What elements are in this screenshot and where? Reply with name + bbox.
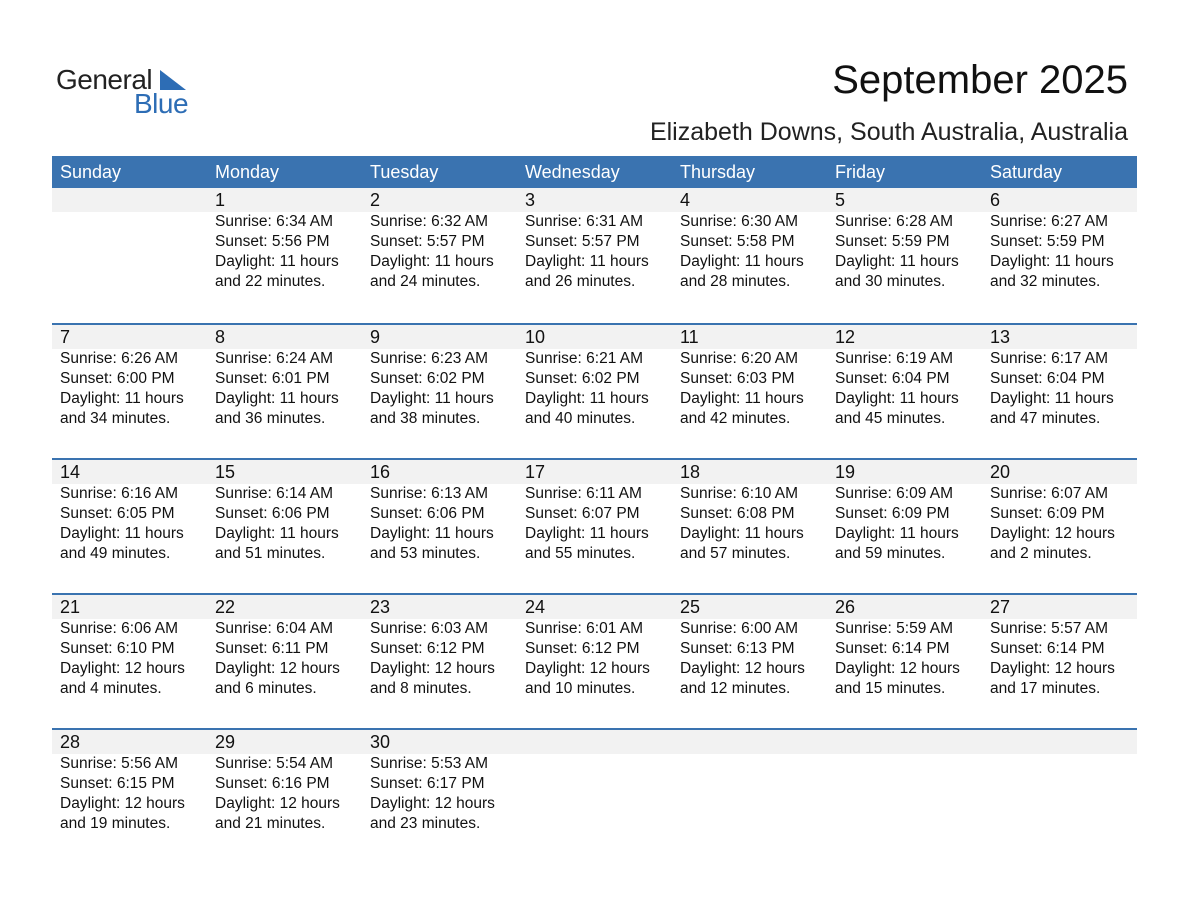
sunrise-text: Sunrise: 5:56 AM — [60, 755, 179, 772]
day-cell — [827, 460, 982, 593]
sunrise-text: Sunrise: 6:19 AM — [835, 350, 954, 367]
day-cell — [982, 188, 1137, 323]
daylight-text: Daylight: 11 hours — [215, 525, 339, 542]
sunset-text: Sunset: 6:17 PM — [370, 775, 485, 792]
day-number: 24 — [525, 597, 546, 617]
sunset-text: Sunset: 6:06 PM — [370, 505, 485, 522]
day-number: 30 — [370, 732, 391, 752]
empty-day-cell — [672, 730, 827, 863]
logo-text-general: General — [56, 64, 153, 95]
week-row — [52, 728, 1137, 863]
sunrise-text: Sunrise: 6:21 AM — [525, 350, 644, 367]
daylight-minutes-text: and 40 minutes. — [525, 410, 636, 427]
day-cell — [362, 595, 517, 728]
day-number: 1 — [215, 190, 226, 210]
day-cell — [517, 595, 672, 728]
daylight-text: Daylight: 11 hours — [525, 253, 649, 270]
daylight-minutes-text: and 8 minutes. — [370, 680, 472, 697]
daylight-minutes-text: and 15 minutes. — [835, 680, 946, 697]
daylight-minutes-text: and 17 minutes. — [990, 680, 1101, 697]
daylight-minutes-text: and 21 minutes. — [215, 815, 326, 832]
sunrise-text: Sunrise: 6:00 AM — [680, 620, 799, 637]
daylight-text: Daylight: 11 hours — [215, 253, 339, 270]
sunset-text: Sunset: 6:14 PM — [835, 640, 950, 657]
week-row — [52, 323, 1137, 458]
day-cell — [517, 325, 672, 458]
week-row — [52, 458, 1137, 593]
sunrise-text: Sunrise: 5:54 AM — [215, 755, 334, 772]
day-cell — [982, 460, 1137, 593]
sunset-text: Sunset: 6:09 PM — [990, 505, 1105, 522]
daylight-minutes-text: and 24 minutes. — [370, 273, 481, 290]
day-number: 17 — [525, 462, 546, 482]
sunrise-text: Sunrise: 5:53 AM — [370, 755, 489, 772]
day-cell — [52, 460, 207, 593]
daylight-text: Daylight: 12 hours — [215, 795, 340, 812]
weekday-saturday: Saturday — [990, 162, 1063, 182]
day-number: 7 — [60, 327, 71, 347]
sunrise-text: Sunrise: 6:17 AM — [990, 350, 1109, 367]
day-number: 13 — [990, 327, 1011, 347]
daylight-text: Daylight: 11 hours — [835, 253, 959, 270]
weekday-header — [52, 156, 1137, 188]
page-title: September 2025 — [832, 58, 1128, 102]
sunrise-text: Sunrise: 6:31 AM — [525, 213, 644, 230]
daylight-minutes-text: and 57 minutes. — [680, 545, 791, 562]
day-number: 26 — [835, 597, 856, 617]
sunset-text: Sunset: 6:11 PM — [215, 640, 329, 657]
day-cell — [672, 325, 827, 458]
daylight-text: Daylight: 12 hours — [990, 660, 1115, 677]
sunset-text: Sunset: 6:16 PM — [215, 775, 330, 792]
sunrise-text: Sunrise: 6:06 AM — [60, 620, 179, 637]
day-number: 9 — [370, 327, 381, 347]
sunrise-text: Sunrise: 6:11 AM — [525, 485, 642, 502]
sunset-text: Sunset: 6:15 PM — [60, 775, 175, 792]
daylight-text: Daylight: 11 hours — [60, 525, 184, 542]
day-cell — [207, 730, 362, 863]
daylight-minutes-text: and 47 minutes. — [990, 410, 1101, 427]
weekday-thursday: Thursday — [680, 162, 756, 182]
day-number: 23 — [370, 597, 391, 617]
sunset-text: Sunset: 6:04 PM — [990, 370, 1105, 387]
sunrise-text: Sunrise: 5:57 AM — [990, 620, 1109, 637]
day-cell — [982, 325, 1137, 458]
location-subtitle: Elizabeth Downs, South Australia, Australia — [649, 118, 1128, 146]
daylight-minutes-text: and 2 minutes. — [990, 545, 1092, 562]
daylight-text: Daylight: 11 hours — [835, 525, 959, 542]
day-cell — [207, 325, 362, 458]
sunset-text: Sunset: 5:57 PM — [370, 233, 485, 250]
weeks-container — [52, 188, 1137, 863]
day-cell — [207, 595, 362, 728]
day-number: 25 — [680, 597, 701, 617]
week-row — [52, 593, 1137, 728]
sunset-text: Sunset: 6:02 PM — [370, 370, 485, 387]
sunrise-text: Sunrise: 6:32 AM — [370, 213, 489, 230]
daylight-text: Daylight: 11 hours — [680, 253, 804, 270]
sunset-text: Sunset: 5:56 PM — [215, 233, 330, 250]
day-number: 10 — [525, 327, 546, 347]
day-number: 6 — [990, 190, 1001, 210]
daylight-minutes-text: and 34 minutes. — [60, 410, 171, 427]
daylight-minutes-text: and 22 minutes. — [215, 273, 326, 290]
daylight-minutes-text: and 30 minutes. — [835, 273, 946, 290]
daylight-minutes-text: and 51 minutes. — [215, 545, 326, 562]
daylight-text: Daylight: 12 hours — [60, 660, 185, 677]
day-cell — [52, 325, 207, 458]
empty-day-cell — [827, 730, 982, 863]
day-cell — [827, 188, 982, 323]
daylight-text: Daylight: 11 hours — [680, 390, 804, 407]
calendar-grid — [52, 156, 1137, 863]
day-number: 4 — [680, 190, 691, 210]
day-cell — [362, 325, 517, 458]
daylight-text: Daylight: 11 hours — [370, 390, 494, 407]
daylight-minutes-text: and 59 minutes. — [835, 545, 946, 562]
sunset-text: Sunset: 6:12 PM — [370, 640, 485, 657]
daylight-text: Daylight: 11 hours — [60, 390, 184, 407]
daylight-minutes-text: and 42 minutes. — [680, 410, 791, 427]
sunrise-text: Sunrise: 6:24 AM — [215, 350, 334, 367]
daylight-text: Daylight: 12 hours — [215, 660, 340, 677]
day-number: 8 — [215, 327, 226, 347]
sunset-text: Sunset: 6:00 PM — [60, 370, 175, 387]
daylight-text: Daylight: 11 hours — [680, 525, 804, 542]
daylight-minutes-text: and 12 minutes. — [680, 680, 791, 697]
sunset-text: Sunset: 6:06 PM — [215, 505, 330, 522]
day-number: 3 — [525, 190, 536, 210]
daylight-text: Daylight: 11 hours — [215, 390, 339, 407]
day-number: 16 — [370, 462, 391, 482]
day-number: 15 — [215, 462, 236, 482]
day-cell — [52, 730, 207, 863]
day-number: 5 — [835, 190, 846, 210]
day-cell — [52, 595, 207, 728]
sunrise-text: Sunrise: 6:16 AM — [60, 485, 179, 502]
sunset-text: Sunset: 6:12 PM — [525, 640, 640, 657]
day-cell — [362, 460, 517, 593]
sunset-text: Sunset: 5:59 PM — [835, 233, 950, 250]
day-cell — [672, 460, 827, 593]
day-number: 11 — [680, 327, 699, 347]
daylight-text: Daylight: 11 hours — [370, 253, 494, 270]
daylight-text: Daylight: 12 hours — [370, 660, 495, 677]
daylight-text: Daylight: 11 hours — [835, 390, 959, 407]
sunset-text: Sunset: 6:07 PM — [525, 505, 640, 522]
sunset-text: Sunset: 6:03 PM — [680, 370, 795, 387]
weekday-wednesday: Wednesday — [525, 162, 620, 182]
daylight-text: Daylight: 12 hours — [680, 660, 805, 677]
weekday-tuesday: Tuesday — [370, 162, 439, 182]
sunrise-text: Sunrise: 6:30 AM — [680, 213, 799, 230]
sunset-text: Sunset: 5:59 PM — [990, 233, 1105, 250]
daylight-minutes-text: and 6 minutes. — [215, 680, 317, 697]
day-cell — [517, 460, 672, 593]
daylight-minutes-text: and 28 minutes. — [680, 273, 791, 290]
daylight-minutes-text: and 45 minutes. — [835, 410, 946, 427]
day-number: 12 — [835, 327, 856, 347]
day-number: 2 — [370, 190, 381, 210]
daylight-minutes-text: and 19 minutes. — [60, 815, 171, 832]
daylight-text: Daylight: 12 hours — [60, 795, 185, 812]
daylight-minutes-text: and 55 minutes. — [525, 545, 636, 562]
day-number: 22 — [215, 597, 236, 617]
day-number: 14 — [60, 462, 81, 482]
daylight-text: Daylight: 11 hours — [370, 525, 494, 542]
sunset-text: Sunset: 6:08 PM — [680, 505, 795, 522]
sunrise-text: Sunrise: 6:34 AM — [215, 213, 334, 230]
sunrise-text: Sunrise: 6:09 AM — [835, 485, 954, 502]
daylight-minutes-text: and 53 minutes. — [370, 545, 481, 562]
daylight-minutes-text: and 10 minutes. — [525, 680, 636, 697]
day-cell — [207, 460, 362, 593]
day-number: 19 — [835, 462, 856, 482]
day-cell — [827, 595, 982, 728]
day-number: 20 — [990, 462, 1011, 482]
sunrise-text: Sunrise: 6:04 AM — [215, 620, 334, 637]
logo-text-blue: Blue — [134, 88, 189, 119]
sunrise-text: Sunrise: 6:07 AM — [990, 485, 1109, 502]
daylight-text: Daylight: 11 hours — [990, 253, 1114, 270]
day-cell — [362, 188, 517, 323]
daylight-minutes-text: and 38 minutes. — [370, 410, 481, 427]
daylight-text: Daylight: 12 hours — [835, 660, 960, 677]
day-number: 28 — [60, 732, 81, 752]
empty-day-cell — [52, 188, 207, 323]
sunrise-text: Sunrise: 6:20 AM — [680, 350, 799, 367]
weekday-monday: Monday — [215, 162, 280, 182]
day-cell — [827, 325, 982, 458]
day-cell — [672, 188, 827, 323]
sunset-text: Sunset: 6:10 PM — [60, 640, 175, 657]
sunrise-text: Sunrise: 6:01 AM — [525, 620, 644, 637]
day-number: 18 — [680, 462, 701, 482]
day-number: 27 — [990, 597, 1011, 617]
daylight-minutes-text: and 23 minutes. — [370, 815, 481, 832]
sunset-text: Sunset: 6:01 PM — [215, 370, 330, 387]
sunrise-text: Sunrise: 6:03 AM — [370, 620, 489, 637]
sunset-text: Sunset: 6:02 PM — [525, 370, 640, 387]
week-row — [52, 188, 1137, 323]
sunrise-text: Sunrise: 6:14 AM — [215, 485, 334, 502]
daylight-text: Daylight: 11 hours — [525, 525, 649, 542]
sunset-text: Sunset: 5:57 PM — [525, 233, 640, 250]
weekday-friday: Friday — [835, 162, 886, 182]
sunset-text: Sunset: 6:05 PM — [60, 505, 175, 522]
day-cell — [207, 188, 362, 323]
day-number: 21 — [60, 597, 81, 617]
day-cell — [982, 595, 1137, 728]
sunrise-text: Sunrise: 6:23 AM — [370, 350, 489, 367]
weekday-sunday: Sunday — [60, 162, 122, 182]
sunset-text: Sunset: 5:58 PM — [680, 233, 795, 250]
day-cell — [362, 730, 517, 863]
sunset-text: Sunset: 6:04 PM — [835, 370, 950, 387]
logo — [56, 64, 206, 120]
sunset-text: Sunset: 6:09 PM — [835, 505, 950, 522]
sunset-text: Sunset: 6:13 PM — [680, 640, 795, 657]
daylight-minutes-text: and 36 minutes. — [215, 410, 326, 427]
daylight-text: Daylight: 12 hours — [990, 525, 1115, 542]
daylight-minutes-text: and 26 minutes. — [525, 273, 636, 290]
daylight-minutes-text: and 32 minutes. — [990, 273, 1101, 290]
daylight-text: Daylight: 11 hours — [525, 390, 649, 407]
daylight-text: Daylight: 11 hours — [990, 390, 1114, 407]
sunrise-text: Sunrise: 6:27 AM — [990, 213, 1109, 230]
daylight-text: Daylight: 12 hours — [370, 795, 495, 812]
sunrise-text: Sunrise: 6:28 AM — [835, 213, 954, 230]
empty-day-cell — [517, 730, 672, 863]
sunrise-text: Sunrise: 6:10 AM — [680, 485, 799, 502]
sunrise-text: Sunrise: 6:26 AM — [60, 350, 179, 367]
daylight-minutes-text: and 49 minutes. — [60, 545, 171, 562]
daylight-minutes-text: and 4 minutes. — [60, 680, 162, 697]
daylight-text: Daylight: 12 hours — [525, 660, 650, 677]
sunset-text: Sunset: 6:14 PM — [990, 640, 1105, 657]
day-number: 29 — [215, 732, 236, 752]
sunrise-text: Sunrise: 5:59 AM — [835, 620, 954, 637]
day-cell — [517, 188, 672, 323]
day-cell — [672, 595, 827, 728]
sunrise-text: Sunrise: 6:13 AM — [370, 485, 489, 502]
empty-day-cell — [982, 730, 1137, 863]
